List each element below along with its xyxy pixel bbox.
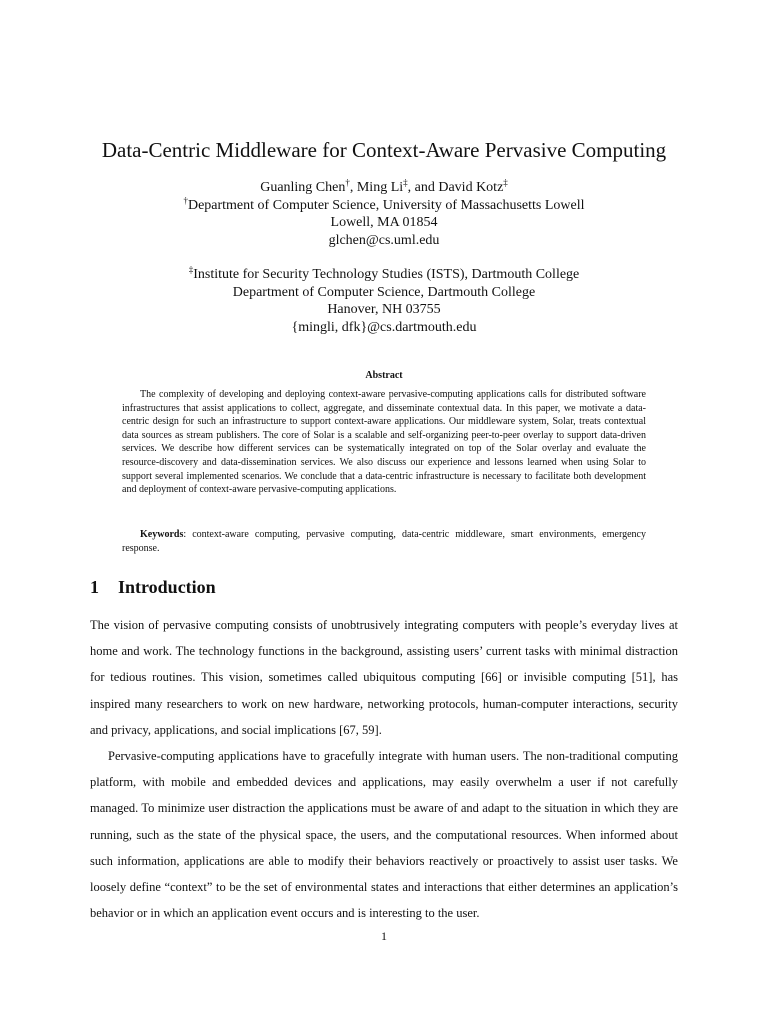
author-email: glchen@cs.uml.edu: [328, 232, 440, 248]
author-separator: ,: [349, 180, 357, 195]
keywords-label: Keywords: [140, 529, 184, 540]
author-email: {mingli, dfk}@cs.dartmouth.edu: [291, 319, 477, 335]
affiliation-address: Hanover, NH 03755: [327, 302, 441, 317]
affiliation-name: Institute for Security Technology Studies (ISTS), Dartmouth College: [193, 267, 580, 282]
affiliation-block: [0, 266, 768, 336]
affiliation-name: Department of Computer Science, University of Massachusetts Lowell: [187, 197, 585, 213]
author-block: [0, 179, 768, 249]
section-title: Introduction: [118, 577, 216, 597]
affiliation-mark: †: [183, 194, 188, 205]
author-name: Guanling Chen: [260, 180, 346, 195]
abstract-text: The complexity of developing and deploying context-aware pervasive-computing applications calls for distributed software infrastructures that assist applications to collect, aggregate, and disseminate contextual data. In this paper, we motivate a data-centric design for such an infrastructure to support context-aware applications. Our middleware system, Solar, treats contextual data sources as stream publishers. The core of Solar is a scalable and self-organizing peer-to-peer overlay to support data-driven services. We describe how different services can be systematically integrated on top of the Solar overlay and evaluate the resource-discovery and data-dissemination services. We also discuss our experience and lessons learned when using Solar to support several implemented scenarios. We conclude that a data-centric infrastructure is necessary to facilitate both development and deployment of context-aware pervasive-computing applications.: [122, 389, 646, 496]
affiliation-department: [0, 194, 768, 215]
keywords-paragraph: [122, 528, 646, 555]
author-name: Ming Li: [356, 180, 404, 195]
affiliation-mark: †: [345, 177, 350, 188]
body-paragraph: Pervasive-computing applications have to gracefully integrate with human users. The non-traditional computing platform, with mobile and embedded devices and applications, may easily overwhelm a user if not carefully managed. To minimize user distraction the applications must be aware of and adapt to the situation in which they are running, such as the state of the physical space, the users, and the computational resources. When informed about such information, applications are able to modify their behaviors reactively or proactively to assist user tasks. We loosely define “context” to be the set of environmental states and interactions that either determines an application’s behavior or in which an application event occurs and is interesting to the user.: [90, 749, 678, 921]
section-heading: [90, 576, 216, 598]
affiliation-mark: ‡: [503, 177, 508, 188]
abstract-heading: Abstract: [365, 370, 403, 381]
keywords-text: : context-aware computing, pervasive computing, data-centric middleware, smart environments, emergency response.: [122, 529, 646, 554]
section-number: 1: [90, 577, 99, 597]
author-line: [0, 179, 768, 197]
affiliation-mark: ‡: [188, 264, 194, 275]
page-number: 1: [381, 929, 387, 943]
affiliation-mark: ‡: [403, 177, 408, 188]
author-separator: , and: [407, 180, 439, 195]
abstract-block: [122, 388, 646, 497]
affiliation-institute: [0, 266, 768, 284]
section-body: [90, 612, 678, 926]
author-name: David Kotz: [438, 180, 504, 195]
paper-title: Data-Centric Middleware for Context-Aware Pervasive Computing: [101, 138, 667, 162]
body-paragraph: The vision of pervasive computing consists of unobtrusively integrating computers with people’s everyday lives at home and work. The technology functions in the background, assisting users’ current tasks with minimal distraction for tedious routines. This vision, sometimes called ubiquitous computing [66] or invisible computing [51], has inspired many researchers to work on new hardware, networking protocols, human-computer interactions, security and privacy, applications, and social implications [67, 59].: [90, 618, 678, 737]
affiliation-department: Department of Computer Science, Dartmouth College: [232, 284, 536, 300]
affiliation-address: Lowell, MA 01854: [330, 215, 438, 230]
